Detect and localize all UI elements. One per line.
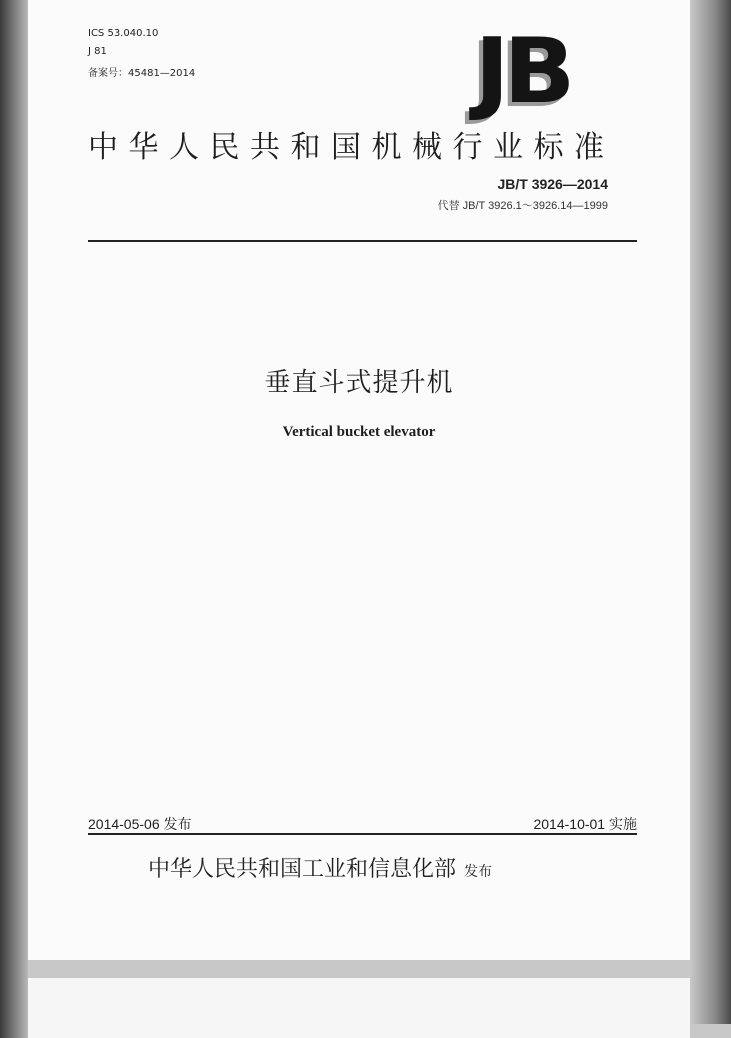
footer-divider	[88, 833, 637, 835]
replaces-standard: 代替 JB/T 3926.1～3926.14—1999	[437, 200, 608, 212]
viewer-right-edge	[690, 0, 731, 1024]
jb-logo: JB	[474, 19, 570, 124]
standard-code: JB/T 3926—2014	[497, 176, 608, 192]
publish-date: 2014-05-06 发布	[88, 816, 192, 832]
document-page[interactable]	[28, 0, 690, 960]
record-number: 备案号：45481—2014	[88, 68, 196, 79]
standard-category-title: 中华人民共和国机械行业标准	[88, 130, 615, 165]
issuing-authority: 中华人民共和国工业和信息化部 发布	[148, 857, 493, 882]
header-divider	[88, 240, 637, 242]
ics-code: ICS 53.040.10	[88, 28, 159, 39]
effective-date: 2014-10-01 实施	[533, 816, 637, 832]
classification-code: J 81	[88, 46, 107, 57]
document-subtitle: Vertical bucket elevator	[282, 424, 436, 440]
document-title: 垂直斗式提升机	[264, 368, 454, 398]
next-page-preview[interactable]	[28, 978, 690, 1038]
